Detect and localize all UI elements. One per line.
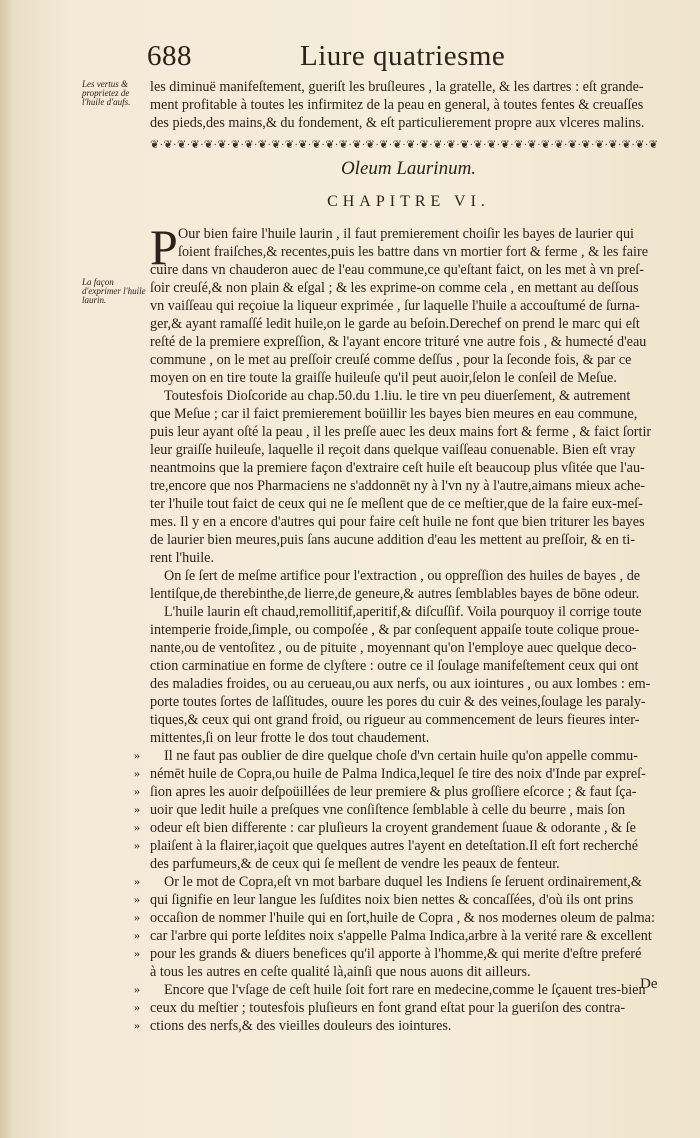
drop-capital: P: [150, 219, 178, 275]
intro-paragraph: [150, 78, 667, 132]
text-line: les diminuë manifeſtement, gueriſt les bruſleures , la gratelle, & les dartres : eſt grande-: [150, 79, 644, 95]
text-line: Or le mot de Copra,eſt vn mot barbare duquel les Indiens ſe ſeruent ordinairement,&: [164, 874, 642, 890]
text-line: L'huile laurin eſt chaud,remollitif,aperitif,& diſcuſſif. Voila pourquoy il corrige toute: [164, 604, 642, 620]
text-line: car l'arbre qui porte leſdites noix s'appelle Palma Indica,arbre à la verité rare & excellent: [150, 928, 652, 944]
text-line: vn vaiſſeau qui reçoiue la liqueur exprimée , ſur laquelle l'huile a accouſtumé de ſurna-: [150, 298, 640, 314]
text-line: à tous les autres en ceſte qualité là,ainſi que nous auons dit ailleurs.: [150, 964, 531, 980]
text-line: que Meſue ; car il faict premierement boüillir les bayes bien meures en eau commune,: [150, 406, 638, 422]
text-line: nante,ou de ventoſitez , ou de pituite , moyennant qu'on l'employe auec quelque deco-: [150, 640, 637, 656]
text-line: mes. Il y en a encore d'autres qui pour faire ceſt huile ne font que bien triturer les bayes: [150, 514, 645, 530]
text-line: neantmoins que la premiere façon d'extraire ceſt huile eſt beaucoup plus vſitée que l'au-: [150, 460, 645, 476]
chapter-title: CHAPITRE VI.: [327, 193, 490, 210]
chapter-body: [150, 219, 667, 1035]
text-line: moyen on en tire toute la graiſſe huileuſe qu'il peut auoir,ſelon le conſeil de Meſue.: [150, 370, 617, 386]
section-title: Oleum Laurinum.: [340, 158, 477, 179]
text-line: ger,& ayant ramaſſé ledit huile,on le garde au beſoin.Derechef on prend le marc qui eſt: [150, 316, 640, 332]
quotation-mark: »: [134, 802, 140, 816]
text-line: Encore que l'vſage de ceſt huile ſoit fort rare en medecine,comme le ſçauent tres-bien: [164, 982, 646, 998]
quotation-mark: »: [134, 946, 140, 960]
quotation-mark: »: [134, 874, 140, 888]
margin-note-facon: La façon d'exprimer l'huile laurin.: [82, 277, 146, 305]
text-line: intemperie froide,ſimple, ou compoſée , & par conſequent appaiſe toute colique proue-: [150, 622, 640, 638]
text-line: qui ſignifie en leur langue les ſuſdites noix bien nettes & concaſſées, d'où ils ont prins: [150, 892, 634, 908]
text-line: de laurier bien meures,puis ſans aucune addition d'eau les mettent au preſſoir, & en ti-: [150, 532, 635, 548]
running-title: Liure quatriesme: [300, 40, 506, 72]
quotation-mark: »: [134, 910, 140, 924]
catchword: De: [640, 976, 658, 992]
text-line: pour les grands & diuers benefices qu'il apporte à l'homme,& qui merite d'eſtre preferé: [150, 946, 642, 962]
text-line: des parfumeurs,& de ceux qui ſe meſlent de vendre les peaux de fenteur.: [150, 856, 560, 872]
page-number: 688: [147, 40, 192, 72]
text-line: tiques,& ceux qui ont grand froid, ou rigueur au commencement de leurs fieures inter-: [150, 712, 640, 728]
text-line: commune , on le met au preſſoir creuſé comme deſſus , pour la ſeconde fois, & par ce: [150, 352, 632, 368]
text-line: On ſe ſert de meſme artifice pour l'extraction , ou oppreſſion des huiles de bayes , de: [164, 568, 641, 584]
text-line: des maladies froides, ou au cerueau,ou aux nerfs, ou aux iointures , ou aux lombes : em-: [150, 676, 651, 692]
quotation-mark: »: [134, 928, 140, 942]
page-gutter-shadow: [0, 0, 14, 1138]
text-line: Toutesfois Dioſcoride au chap.50.du 1.liu. le tire vn peu diuerſement, & autrement: [164, 388, 631, 404]
quotation-mark: »: [134, 784, 140, 798]
text-line: némēt huile de Copra,ou huile de Palma Indica,lequel ſe tire des noix d'Inde par expreſ-: [150, 766, 646, 782]
quotation-mark: »: [134, 838, 140, 852]
margin-note-vertus: Les vertus & proprietez de l'huile d'aufs.: [82, 79, 131, 107]
quotation-mark: »: [134, 748, 140, 762]
text-line: ctions des nerfs,& des vieilles douleurs des iointures.: [150, 1018, 452, 1034]
text-line: odeur eſt bien differente : car pluſieurs la croyent grandement ſuaue & odorante , & ſe: [150, 820, 636, 836]
text-line: ſoient fraiſches,& recentes,puis les battre dans vn mortier fort & ferme , & les faire: [178, 244, 648, 260]
text-line: cuire dans vn chauderon auec de l'eau commune,ce qu'eſtant faict, on les met à vn preſ-: [150, 262, 644, 278]
text-line: ſion apres les auoir deſpoüillées de leur premiere & plus groſſiere eſcorce ; & faut ſça-: [150, 784, 637, 800]
text-line: Our bien faire l'huile laurin , il faut premierement choiſir les bayes de laurier qui: [178, 226, 634, 242]
text-line: mittentes,ſi on leur frotte le dos tout chaudement.: [150, 730, 430, 746]
text-line: reſté de la premiere expreſſion, & l'ayant encore trituré vne autre fois , & humecté d'eau: [150, 334, 647, 350]
quotation-mark: »: [134, 982, 140, 996]
text-line: ment profitable à toutes les infirmitez de la peau en general, à toutes fentes & creuaſſes: [150, 97, 644, 113]
text-line: leur graiſſe huileuſe, laquelle il reçoit dans quelque vaiſſeau conuenable. Bien eſt vray: [150, 442, 636, 458]
text-line: puis leur ayant oſté la peau , il les preſſe auec les deux mains fort & ferme , & faict ſortir: [150, 424, 652, 440]
ornamental-rule: ❦·❦·❦·❦·❦·❦·❦·❦·❦·❦·❦·❦·❦·❦·❦·❦·❦·❦·❦·❦·❦·❦·❦·❦·❦·❦·❦·❦·❦·❦·❦·❦·❦·❦·❦·❦·❦·❦: [150, 139, 659, 151]
text-line: des pieds,des mains,& du fondement, & eſt particulierement propre aux vlceres malins.: [150, 115, 645, 131]
text-line: ſoir creuſé,& non plain & eſgal ; & les exprime-on comme cela , en mettant au deſſous: [150, 280, 639, 296]
quotation-mark: »: [134, 1018, 140, 1032]
page-header: [0, 40, 700, 74]
quotation-mark: »: [134, 1000, 140, 1014]
text-line: ction carminatiue en forme de clyſtere : outre ce il ſoulage manifeſtement ceux qui ont: [150, 658, 639, 674]
quotation-mark: »: [134, 820, 140, 834]
text-line: uoir que ledit huile a preſques vne conſiſtence ſemblable à celle du beurre , mais ſon: [150, 802, 626, 818]
quotation-mark: »: [134, 766, 140, 780]
text-line: porte toutes ſortes de laſſitudes, ouure les pores du cuir & des veines,ſoulage les paraly-: [150, 694, 646, 710]
text-line: ceux du meſtier ; toutesfois pluſieurs en font grand eſtat pour la gueriſon des contra-: [150, 1000, 626, 1016]
text-line: Il ne faut pas oublier de dire quelque choſe d'vn certain huile qu'on appelle commu-: [164, 748, 638, 764]
text-line: rent l'huile.: [150, 550, 215, 566]
text-line: ter l'huile tout faict de ceux qui ne ſe meſlent que de ce meſtier,que de la faire eux-meſ-: [150, 496, 643, 512]
text-line: plaiſent à la flairer,iaçoit que quelques autres l'ayent en deteſtation.Il eſt fort recherché: [150, 838, 639, 854]
text-line: lentiſque,de therebinthe,de lierre,de geneure,& autres ſemblables bayes de bōne odeur.: [150, 586, 640, 602]
text-line: tre,encore que nos Pharmaciens ne s'addonnēt ny à l'vn ny à l'autre,aimans mieux ache-: [150, 478, 645, 494]
quotation-mark: »: [134, 892, 140, 906]
text-line: occaſion de nommer l'huile qui en ſort,huile de Copra , & nos modernes oleum de palma:: [150, 910, 655, 926]
